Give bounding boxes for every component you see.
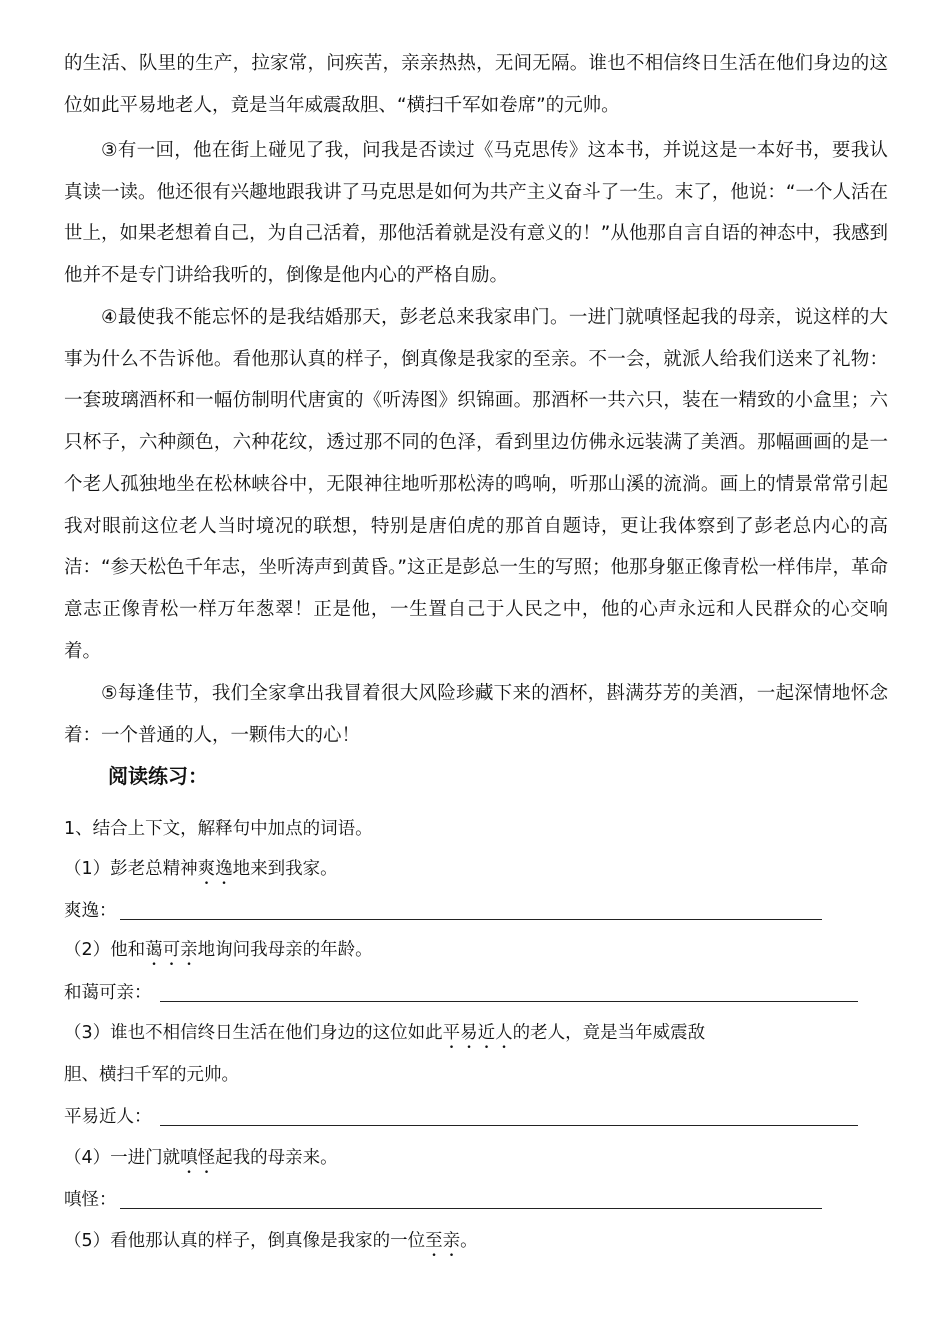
question-1-item-4 xyxy=(64,1144,338,1178)
emphasized-word: 蔼可亲 xyxy=(145,940,198,960)
answer-blank-line[interactable] xyxy=(120,919,822,920)
emphasized-word: 嗔怪 xyxy=(180,1148,216,1168)
sentence-text: （5）看他那认真的样子，倒真像是我家的一位 xyxy=(64,1231,426,1251)
question-1-item-3 xyxy=(64,1019,705,1053)
emphasized-word: 平易近人 xyxy=(442,1023,513,1043)
sentence-text: 地询问我母亲的年龄。 xyxy=(197,940,373,960)
sentence-text: 起我的母亲来。 xyxy=(215,1148,338,1168)
answer-label: 和蔼可亲： xyxy=(64,983,152,1003)
sentence-text: （3）谁也不相信终日生活在他们身边的这位如此 xyxy=(64,1023,443,1043)
answer-blank-line[interactable] xyxy=(160,1001,858,1002)
answer-blank-line[interactable] xyxy=(160,1125,858,1126)
passage-paragraph-2-continued: 的生活、队里的生产，拉家常，问疾苦，亲亲热热，无间无隔。谁也不相信终日生活在他们身边的这位如此平易地老人，竟是当年威震敌胆、“横扫千军如卷席”的元帅。 xyxy=(64,53,888,116)
passage-paragraph-4: ④最使我不能忘怀的是我结婚那天，彭老总来我家串门。一进门就嗔怪起我的母亲，说这样的大事为什么不告诉他。看他那认真的样子，倒真像是我家的至亲。不一会，就派人给我们送来了礼物：一套玻璃酒杯和一幅仿制明代唐寅的《听涛图》织锦画。那酒杯一共六只，装在一精致的小盒里；六只杯子，六种颜色，六种花纹，透过那不同的色泽，看到里边仿佛永远装满了美酒。那幅画画的是一个老人孤独地坐在松林峡谷中，无限神往地听那松涛的鸣响，听那山溪的流淌。画上的情景常常引起我对眼前这位老人当时境况的联想，特别是唐伯虎的那首自题诗，更让我体察到了彭老总内心的高洁：“参天松色千年志，坐听涛声到黄昏。”这正是彭总一生的写照；他那身躯正像青松一样伟岸，革命意志正像青松一样万年葱翠！正是他，一生置自己于人民之中，他的心声永远和人民群众的心交响着。 xyxy=(64,307,888,662)
passage-paragraph-3: ③有一回，他在街上碰见了我，问我是否读过《马克思传》这本书，并说这是一本好书，要我认真读一读。他还很有兴趣地跟我讲了马克思是如何为共产主义奋斗了一生。末了，他说：“一个人活在世上，如果老想着自己，为自己活着，那他活着就是没有意义的！”从他那自言自语的神态中，我感到他并不是专门讲给我听的，倒像是他内心的严格自励。 xyxy=(64,140,888,287)
question-1-item-2 xyxy=(64,936,373,970)
emphasized-word: 至亲 xyxy=(425,1231,461,1251)
answer-blank-line[interactable] xyxy=(120,1208,822,1209)
question-1-item-3-continued: 胆、横扫千军的元帅。 xyxy=(64,1065,239,1085)
sentence-text: （1）彭老总精神 xyxy=(64,859,198,879)
sentence-text: 的老人，竟是当年威震敌 xyxy=(512,1023,706,1043)
sentence-text: 。 xyxy=(460,1231,478,1251)
passage-paragraph-5: ⑤每逢佳节，我们全家拿出我冒着很大风险珍藏下来的酒杯，斟满芬芳的美酒，一起深情地怀念着：一个普通的人，一颗伟大的心！ xyxy=(64,683,888,746)
answer-label: 爽逸： xyxy=(64,901,117,921)
exercise-heading: 阅读练习： xyxy=(108,764,208,788)
sentence-text: （2）他和 xyxy=(64,940,146,960)
question-1-item-5 xyxy=(64,1227,478,1261)
sentence-text: 地来到我家。 xyxy=(232,859,338,879)
answer-label: 嗔怪： xyxy=(64,1190,117,1210)
emphasized-word: 爽逸 xyxy=(197,859,233,879)
sentence-text: （4）一进门就 xyxy=(64,1148,181,1168)
answer-label: 平易近人： xyxy=(64,1107,152,1127)
question-1-item-1 xyxy=(64,855,338,889)
question-1-prompt: 1、结合上下文，解释句中加点的词语。 xyxy=(64,819,373,839)
